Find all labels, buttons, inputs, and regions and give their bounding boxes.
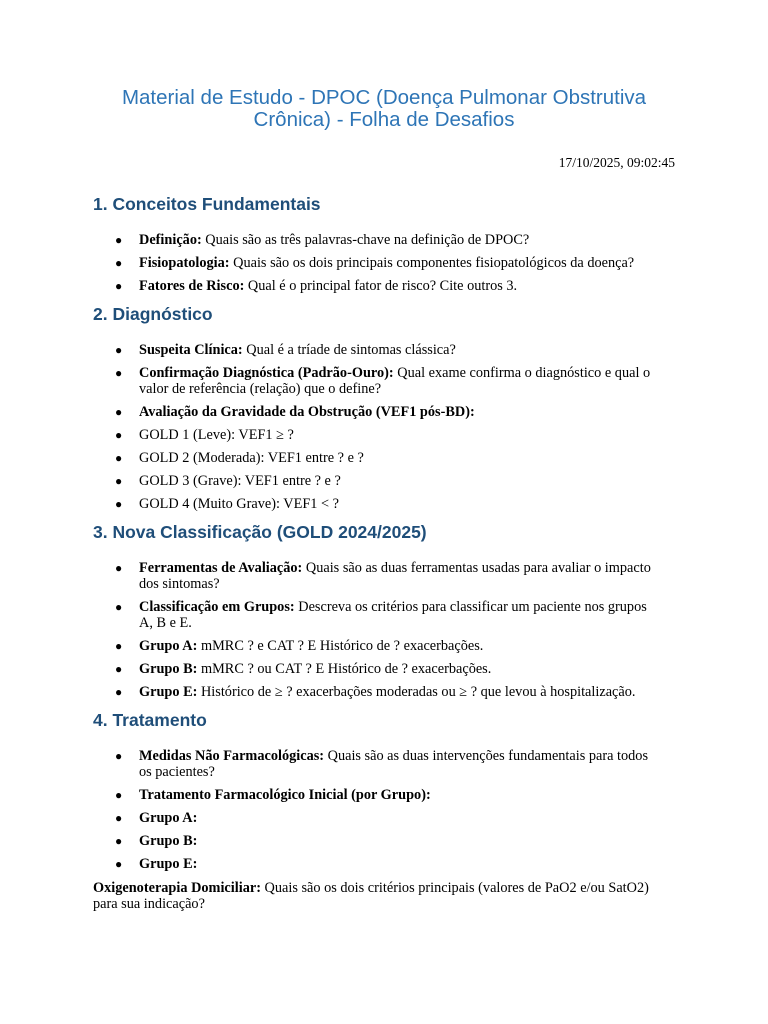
item-text: GOLD 3 (Grave): VEF1 entre ? e ? (139, 473, 341, 489)
item-text: Histórico de ≥ ? exacerbações moderadas ou ≥ ? que levou à hospitalização. (197, 684, 636, 700)
list-item (93, 255, 663, 271)
item-label: Tratamento Farmacológico Inicial (por Grupo): (139, 787, 431, 803)
item-text: Quais são as duas intervenções fundamentais para todos os pacientes? (139, 748, 649, 780)
item-label: Grupo B: (139, 661, 198, 677)
list-item (93, 342, 663, 358)
list-item (93, 599, 663, 631)
item-text: Descreva os critérios para classificar um paciente nos grupos A, B e E. (139, 599, 647, 631)
item-text: GOLD 2 (Moderada): VEF1 entre ? e ? (139, 450, 364, 466)
bullet-icon: ● (115, 749, 123, 763)
bullet-icon: ● (115, 788, 123, 802)
list-item (93, 810, 663, 826)
item-text: Qual exame confirma o diagnóstico e qual o valor de referência (relação) que o define? (139, 365, 651, 397)
item-text: GOLD 1 (Leve): VEF1 ≥ ? (139, 427, 294, 443)
bullet-icon: ● (115, 256, 123, 270)
section-heading: 3. Nova Classificação (GOLD 2024/2025) (93, 522, 427, 542)
item-label: Suspeita Clínica: (139, 342, 243, 358)
item-text: GOLD 4 (Muito Grave): VEF1 < ? (139, 496, 339, 512)
closing-text: Quais são os dois critérios principais (valores de PaO2 e/ou SatO2) para sua indicação? (93, 880, 649, 912)
item-label: Grupo B: (139, 833, 198, 849)
bullet-icon: ● (115, 639, 123, 653)
item-text: Quais são as duas ferramentas usadas para avaliar o impacto dos sintomas? (139, 560, 651, 592)
list-item (93, 404, 663, 420)
list-item (93, 661, 663, 677)
list-item (93, 787, 663, 803)
section-list (93, 748, 663, 872)
item-label: Fatores de Risco: (139, 278, 245, 294)
document-body (93, 192, 663, 912)
item-label: Confirmação Diagnóstica (Padrão-Ouro): (139, 365, 394, 381)
bullet-icon: ● (115, 600, 123, 614)
list-item (93, 833, 663, 849)
item-text: Quais são os dois principais componentes fisiopatológicos da doença? (229, 255, 635, 271)
item-label: Grupo E: (139, 684, 198, 700)
item-label: Definição: (139, 232, 202, 248)
item-text: Qual é a tríade de sintomas clássica? (242, 342, 456, 358)
list-item (93, 560, 663, 592)
list-item (93, 638, 663, 654)
document-title: Material de Estudo - DPOC (Doença Pulmonar Obstrutiva Crônica) - Folha de Desafios (121, 86, 647, 131)
list-item (93, 427, 663, 443)
list-item (93, 473, 663, 489)
bullet-icon: ● (115, 405, 123, 419)
section-heading: 1. Conceitos Fundamentais (93, 194, 321, 214)
closing-paragraph (93, 880, 663, 912)
item-label: Fisiopatologia: (139, 255, 230, 271)
timestamp: 17/10/2025, 09:02:45 (558, 155, 675, 170)
list-item (93, 856, 663, 872)
item-label: Grupo A: (139, 638, 198, 654)
bullet-icon: ● (115, 857, 123, 871)
item-text: Quais são as três palavras-chave na definição de DPOC? (201, 232, 530, 248)
section-heading: 2. Diagnóstico (93, 304, 213, 324)
item-text: mMRC ? ou CAT ? E Histórico de ? exacerbações. (197, 661, 492, 677)
bullet-icon: ● (115, 497, 123, 511)
list-item (93, 748, 663, 780)
section-list (93, 560, 663, 700)
list-item (93, 278, 663, 294)
section-list (93, 342, 663, 512)
bullet-icon: ● (115, 834, 123, 848)
item-label: Grupo A: (139, 810, 198, 826)
item-label: Avaliação da Gravidade da Obstrução (VEF1 pós-BD): (139, 404, 475, 420)
closing-label: Oxigenoterapia Domiciliar: (93, 880, 261, 896)
item-text: Qual é o principal fator de risco? Cite outros 3. (244, 278, 518, 294)
list-item (93, 365, 663, 397)
item-label: Ferramentas de Avaliação: (139, 560, 303, 576)
section-list (93, 232, 663, 294)
item-text: mMRC ? e CAT ? E Histórico de ? exacerbações. (197, 638, 484, 654)
bullet-icon: ● (115, 343, 123, 357)
bullet-icon: ● (115, 561, 123, 575)
bullet-icon: ● (115, 811, 123, 825)
bullet-icon: ● (115, 233, 123, 247)
bullet-icon: ● (115, 451, 123, 465)
list-item (93, 684, 663, 700)
bullet-icon: ● (115, 366, 123, 380)
bullet-icon: ● (115, 279, 123, 293)
list-item (93, 496, 663, 512)
bullet-icon: ● (115, 474, 123, 488)
item-label: Grupo E: (139, 856, 198, 872)
bullet-icon: ● (115, 662, 123, 676)
section-heading: 4. Tratamento (93, 710, 207, 730)
bullet-icon: ● (115, 685, 123, 699)
item-label: Classificação em Grupos: (139, 599, 295, 615)
list-item (93, 450, 663, 466)
list-item (93, 232, 663, 248)
item-label: Medidas Não Farmacológicas: (139, 748, 325, 764)
bullet-icon: ● (115, 428, 123, 442)
